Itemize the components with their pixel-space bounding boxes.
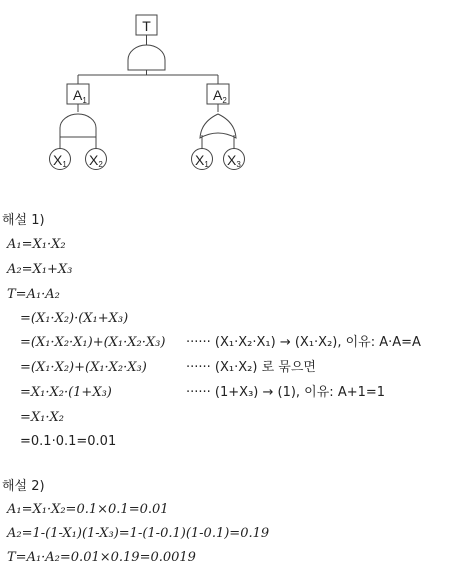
eq-step4: =X₁·X₂·(1+X₃) — [20, 385, 112, 400]
eq2-t: T=A₁·A₂=0.01×0.19=0.0019 — [7, 550, 196, 565]
basic-event-x2-label: X2 — [89, 152, 103, 169]
eq-step2: =(X₁·X₂·X₁)+(X₁·X₂·X₃) — [20, 335, 166, 350]
eq-a1: A₁=X₁·X₂ — [7, 237, 66, 252]
gate-a2-label: $A_2$ — [213, 87, 227, 105]
basic-event-x1-right-label: X1 — [195, 152, 209, 169]
a2-or-gate — [200, 114, 236, 138]
eq2-a1: A₁=X₁·X₂=0.1×0.1=0.01 — [7, 502, 169, 517]
top-event-label: T — [142, 18, 151, 34]
note-absorption: ······ (1+X₃) → (1), 이유: A+1=1 — [186, 385, 386, 400]
solution2-heading: 해설 2) — [2, 479, 45, 494]
fault-tree-diagram — [0, 0, 466, 185]
eq-a2: A₂=X₁+X₃ — [7, 262, 73, 277]
solution1-heading: 해설 1) — [2, 213, 45, 228]
note-factor: ······ (X₁·X₂) 로 묶으면 — [186, 360, 316, 375]
basic-event-x1-left-label: X1 — [53, 152, 67, 169]
eq-result1: =0.1·0.1=0.01 — [20, 434, 117, 449]
eq-step3: =(X₁·X₂)+(X₁·X₂·X₃) — [20, 360, 147, 375]
eq-step1: =(X₁·X₂)·(X₁+X₃) — [20, 311, 129, 326]
basic-event-x3-label: X3 — [227, 152, 241, 169]
eq2-a2: A₂=1-(1-X₁)(1-X₃)=1-(1-0.1)(1-0.1)=0.19 — [7, 526, 270, 541]
top-and-gate — [128, 45, 165, 70]
gate-a1-label: $A_1$ — [73, 87, 87, 105]
note-idempotent: ······ (X₁·X₂·X₁) → (X₁·X₂), 이유: A·A=A — [186, 335, 421, 350]
eq-step5: =X₁·X₂ — [20, 410, 64, 425]
a1-and-gate — [60, 114, 96, 137]
eq-t: T=A₁·A₂ — [7, 287, 60, 302]
